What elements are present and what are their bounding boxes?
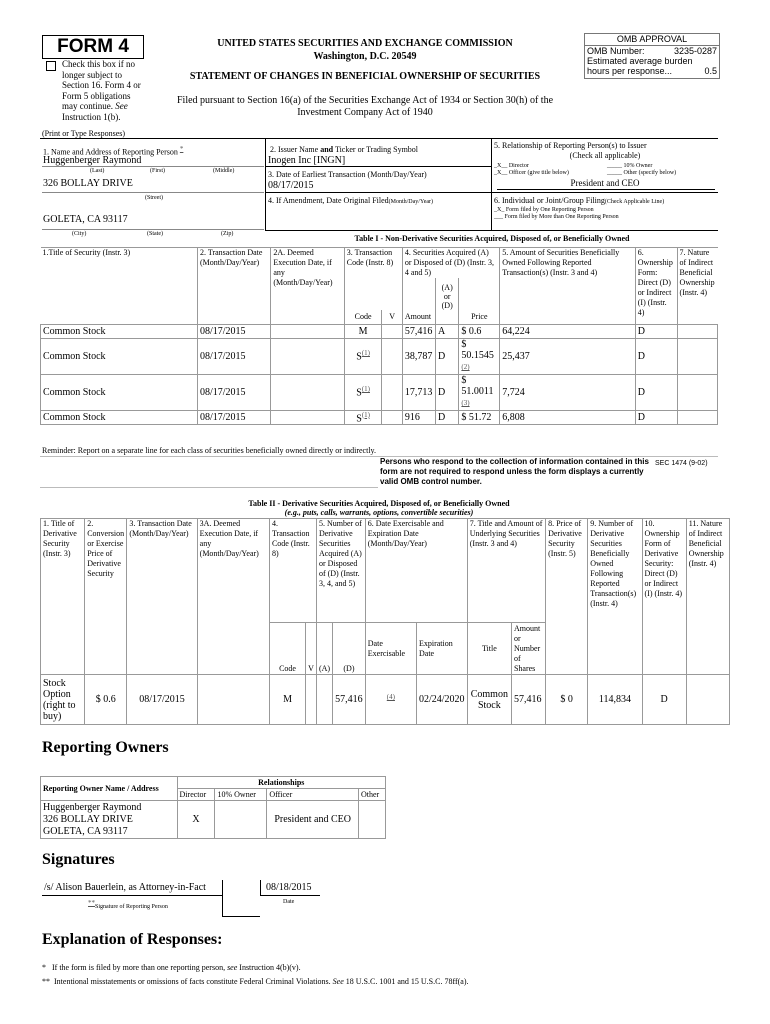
t1-header-price: Price [459, 310, 500, 324]
table-row [41, 675, 730, 725]
box6-label-text: 6. Individual or Joint/Group Filing [494, 196, 605, 205]
footnote-link[interactable]: (1) [361, 410, 370, 419]
t2-price: $ 0 [546, 675, 588, 725]
explanation-see: see [227, 963, 238, 972]
t2-owned: 114,834 [588, 675, 642, 725]
omb-title: OMB APPROVAL [585, 34, 719, 46]
t1-header-c4: 4. Securities Acquired (A) or Disposed of (D) (Instr. 3, 4 and 5) [402, 248, 499, 279]
t1-date: 08/17/2015 [197, 374, 270, 410]
t1-header-amount: Amount [402, 310, 435, 324]
other-header: Other [359, 789, 386, 801]
first-label: (First) [150, 168, 165, 174]
explanation-heading: Explanation of Responses: [42, 931, 223, 948]
footnote-link[interactable]: (2) [461, 363, 470, 371]
t1-header-c3: 3. Transaction Code (Instr. 8) [344, 248, 402, 311]
box6-label [494, 196, 664, 205]
owner-name-header: Reporting Owner Name / Address [41, 777, 178, 801]
box2-label [270, 145, 418, 154]
t2-header-amount: Amount or Number of Shares [511, 623, 545, 675]
t2-date: 08/17/2015 [127, 675, 197, 725]
officer-title-cell: President and CEO [267, 801, 359, 839]
sec-code: SEC 1474 (9-02) [655, 460, 708, 467]
t1-owned: 64,224 [500, 324, 636, 338]
t2-header-title: Title [467, 623, 511, 675]
table-row [41, 410, 718, 424]
print-type: (Print or Type Responses) [42, 129, 126, 138]
t1-code: S [356, 351, 362, 363]
explanation-text-end: Instruction 4(b)(v). [239, 963, 301, 972]
footnote-link[interactable]: (4) [386, 693, 395, 702]
check-text-line: Form 5 obligations [62, 90, 131, 101]
check-text-line: Section 16. Form 4 or [62, 80, 141, 90]
explanation-line-1 [42, 963, 301, 972]
middle-label: (Middle) [213, 168, 235, 174]
t2-header-c7: 7. Title and Amount of Underlying Securities (Instr. 3 and 4) [467, 519, 545, 623]
t1-header-c6: 6. Ownership Form: Direct (D) or Indirect (I) (Instr. 4) [635, 248, 677, 325]
more-reporting-persons-line[interactable]: ___ Form filed by More than One Reporting Person [494, 214, 619, 220]
check-text-line: longer subject to [62, 69, 122, 80]
explanation-text: Intentional misstatements or omissions of facts constitute Federal Criminal Violations. [54, 977, 331, 986]
t2-underlying-title: Common Stock [467, 675, 511, 725]
explanation-text-end: 18 U.S.C. 1001 and 15 U.S.C. 78ff(a). [345, 977, 469, 986]
check-box-instructions [62, 59, 152, 122]
no-longer-subject-checkbox[interactable] [46, 61, 56, 71]
footnote-link[interactable]: (3) [461, 399, 470, 407]
t1-code: S [356, 412, 362, 424]
t2-header-c4: 4. Transaction Code (Instr. 8) [269, 519, 316, 623]
table-row [41, 374, 718, 410]
table-row [41, 338, 718, 374]
owner-city: GOLETA, CA 93117 [43, 825, 128, 837]
t2-header-d: (D) [333, 623, 366, 675]
t2-header-c2: 2. Conversion or Exercise Price of Derivative Security [85, 519, 127, 675]
t2-header-c10: 10. Ownership Form of Derivative Security: Direct (D) or Indirect (I) (Instr. 4) [642, 519, 686, 675]
t1-title: Common Stock [41, 410, 198, 424]
t1-header-aord: (A) or (D) [435, 278, 458, 310]
owner-name: Huggenberger Raymond [43, 801, 142, 813]
omb-number-label: OMB Number: [587, 46, 645, 56]
t2-disposed: 57,416 [333, 675, 366, 725]
explanation-mark: ** [42, 977, 50, 986]
t1-header-c5: 5. Amount of Securities Beneficially Owned Following Reported Transaction(s) (Instr. 3 and 4) [500, 248, 636, 311]
box1-star: * [179, 145, 184, 153]
t1-amount: 57,416 [402, 324, 435, 338]
t1-ad: D [435, 338, 458, 374]
t1-header-code: Code [344, 310, 382, 324]
t2-header-c3: 3. Transaction Date (Month/Day/Year) [127, 519, 197, 675]
t1-header-c2: 2. Transaction Date (Month/Day/Year) [197, 248, 270, 311]
signature-label [88, 899, 168, 910]
last-label: (Last) [90, 168, 105, 174]
explanation-line-2 [42, 977, 469, 986]
filed-pursuant [150, 95, 580, 119]
t1-owned: 6,808 [500, 410, 636, 424]
t1-ad: A [435, 324, 458, 338]
persons-notice: Persons who respond to the collection of information contained in this form are not required to respond unless the form displays a currently valid OMB control number. [380, 457, 649, 486]
t1-title: Common Stock [41, 374, 198, 410]
t1-amount: 38,787 [402, 338, 435, 374]
box5-sub: (Check all applicable) [569, 151, 641, 160]
check-text-line: Instruction 1(b). [62, 111, 121, 122]
director-mark: X [177, 801, 215, 839]
table2-title-block [40, 499, 718, 517]
t1-ad: D [435, 410, 458, 424]
city-value: GOLETA, CA 93117 [43, 214, 128, 225]
street-value: 326 BOLLAY DRIVE [43, 178, 133, 189]
t1-date: 08/17/2015 [197, 410, 270, 424]
box5-label: 5. Relationship of Reporting Person(s) to Issuer [494, 141, 647, 150]
t1-price: $ 0.6 [459, 324, 500, 338]
date-label: Date [283, 899, 295, 905]
t1-form: D [635, 410, 677, 424]
officer-title: President and CEO [570, 178, 640, 188]
officer-checkbox-line[interactable]: _X__ Officer (give title below) [494, 170, 569, 176]
table-row [41, 801, 386, 839]
officer-header: Officer [267, 789, 359, 801]
table1-title: Table I - Non-Derivative Securities Acquired, Disposed of, or Beneficially Owned [354, 234, 630, 243]
signature-date: 08/18/2015 [266, 882, 312, 893]
reminder-text: Reminder: Report on a separate line for each class of securities beneficially owned directly or indirectly. [42, 446, 377, 455]
earliest-transaction-date: 08/17/2015 [268, 180, 314, 191]
agency-name: UNITED STATES SECURITIES AND EXCHANGE COMMISSION [217, 38, 513, 49]
t1-header-c2a: 2A. Deemed Execution Date, if any (Month/Day/Year) [271, 248, 344, 311]
explanation-mark: * [42, 963, 46, 972]
statement-title: STATEMENT OF CHANGES IN BENEFICIAL OWNERSHIP OF SECURITIES [189, 71, 541, 82]
form-title: FORM 4 [42, 35, 144, 59]
box2-label-a: 2. Issuer Name [270, 145, 321, 154]
t2-header-v: V [306, 623, 317, 675]
table-row [41, 324, 718, 338]
city-label: (City) [72, 231, 87, 237]
t2-header-c5: 5. Number of Derivative Securities Acquired (A) or Disposed of (D) (Instr. 3, 4, and 5) [316, 519, 365, 623]
t2-header-c3a: 3A. Deemed Execution Date, if any (Month/Day/Year) [197, 519, 269, 675]
check-text-line: may continue. [62, 101, 113, 111]
t2-conversion-price: $ 0.6 [85, 675, 127, 725]
t2-header-code: Code [269, 623, 305, 675]
t2-underlying-amount: 57,416 [511, 675, 545, 725]
t2-header-exercisable: Date Exercisable [365, 623, 416, 675]
box4-label-text: 4. If Amendment, Date Original Filed [268, 196, 389, 205]
street-label: (Street) [145, 195, 163, 201]
omb-hours: 0.5 [704, 66, 717, 76]
t1-date: 08/17/2015 [197, 324, 270, 338]
state-label: (State) [147, 231, 163, 237]
t2-header-c6: 6. Date Exercisable and Expiration Date (Month/Day/Year) [365, 519, 467, 623]
one-reporting-person-line[interactable]: _X_ Form filed by One Reporting Person [494, 207, 594, 213]
t1-price: $ 51.72 [459, 410, 500, 424]
check-text-line: Check this box if no [62, 59, 135, 69]
owner-checkbox-line[interactable]: _____ 10% Owner [607, 163, 653, 169]
box2-label-and: and [320, 145, 334, 154]
table2 [40, 518, 730, 725]
box2-label-b: Ticker or Trading Symbol [333, 145, 419, 154]
relationships-header: Relationships [177, 777, 385, 789]
t2-expiration: 02/24/2020 [416, 675, 467, 725]
check-text-see: See [115, 101, 128, 111]
table2-subtitle: (e.g., puts, calls, warrants, options, convertible securities) [284, 508, 474, 517]
issuer-name: Inogen Inc [INGN] [268, 155, 346, 166]
t1-price: $ 51.0011 [461, 375, 494, 397]
t1-header-v: V [382, 310, 402, 324]
reporting-owners-heading: Reporting Owners [42, 739, 169, 756]
director-header: Director [177, 789, 215, 801]
footnote-link[interactable]: (1) [361, 385, 370, 394]
owner10-header: 10% Owner [215, 789, 267, 801]
omb-burden: Estimated average burden [587, 56, 693, 66]
filed-line: Investment Company Act of 1940 [297, 107, 433, 118]
t2-header-expiration: Expiration Date [416, 623, 467, 675]
zip-label: (Zip) [221, 231, 234, 237]
t2-header-c9: 9. Number of Derivative Securities Beneficially Owned Following Reported Transaction(s) (Instr. 4) [588, 519, 642, 675]
t1-header-c7: 7. Nature of Indirect Beneficial Ownership (Instr. 4) [677, 248, 717, 325]
t1-owned: 25,437 [500, 338, 636, 374]
omb-approval-box [584, 33, 720, 79]
t1-ad: D [435, 374, 458, 410]
t1-header-c1: 1.Title of Security (Instr. 3) [41, 248, 198, 311]
t2-title: Stock Option (right to buy) [41, 675, 85, 725]
table2-title: Table II - Derivative Securities Acquired, Disposed of, or Beneficially Owned [248, 499, 510, 508]
t1-amount: 17,713 [402, 374, 435, 410]
omb-number: 3235-0287 [673, 46, 717, 56]
t1-amount: 916 [402, 410, 435, 424]
table1 [40, 247, 718, 425]
t1-title: Common Stock [41, 324, 198, 338]
explanation-text: If the form is filed by more than one reporting person, [52, 963, 226, 972]
t1-code: S [356, 387, 362, 399]
signature-label-text: Signature of Reporting Person [95, 904, 168, 910]
t2-header-c11: 11. Nature of Indirect Beneficial Ownership (Instr. 4) [686, 519, 729, 675]
t1-date: 08/17/2015 [197, 338, 270, 374]
t1-owned: 7,724 [500, 374, 636, 410]
explanation-see: See [332, 977, 344, 986]
box1-label-text: 1. Name and Address of Reporting Person [43, 147, 178, 157]
box6-label-small: (Check Applicable Line) [604, 199, 665, 205]
box4-label [268, 196, 433, 205]
other-checkbox-line[interactable]: _____ Other (specify below) [607, 170, 677, 176]
signature-footnote[interactable]: ** [88, 899, 95, 907]
signature-value: /s/ Alison Bauerlein, as Attorney-in-Fact [44, 882, 206, 893]
reporting-owners-table [40, 776, 386, 839]
signatures-heading: Signatures [42, 851, 115, 868]
omb-hours-label: hours per response... [587, 66, 673, 76]
t1-form: D [635, 374, 677, 410]
t2-code: M [269, 675, 305, 725]
box3-label: 3. Date of Earliest Transaction (Month/Day/Year) [268, 170, 427, 179]
box4-label-small: (Month/Day/Year) [388, 199, 434, 205]
t1-code: M [344, 324, 382, 338]
agency-location: Washington, D.C. 20549 [313, 51, 417, 62]
t2-header-c1: 1. Title of Derivative Security (Instr. 3) [41, 519, 85, 675]
t1-price: $ 50.1545 [461, 339, 494, 361]
reporting-person-name: Huggenberger Raymond [43, 155, 142, 166]
t1-form: D [635, 338, 677, 374]
t1-form: D [635, 324, 677, 338]
filed-line: Filed pursuant to Section 16(a) of the Securities Exchange Act of 1934 or Section 30(h) of the [176, 95, 554, 106]
t1-title: Common Stock [41, 338, 198, 374]
t2-form: D [642, 675, 686, 725]
footnote-link[interactable]: (1) [361, 349, 370, 358]
t2-header-a: (A) [316, 623, 332, 675]
owner-street: 326 BOLLAY DRIVE [43, 813, 133, 825]
t2-header-c8: 8. Price of Derivative Security (Instr. 5) [546, 519, 588, 675]
director-checkbox-line[interactable]: _X__ Director [494, 163, 529, 169]
